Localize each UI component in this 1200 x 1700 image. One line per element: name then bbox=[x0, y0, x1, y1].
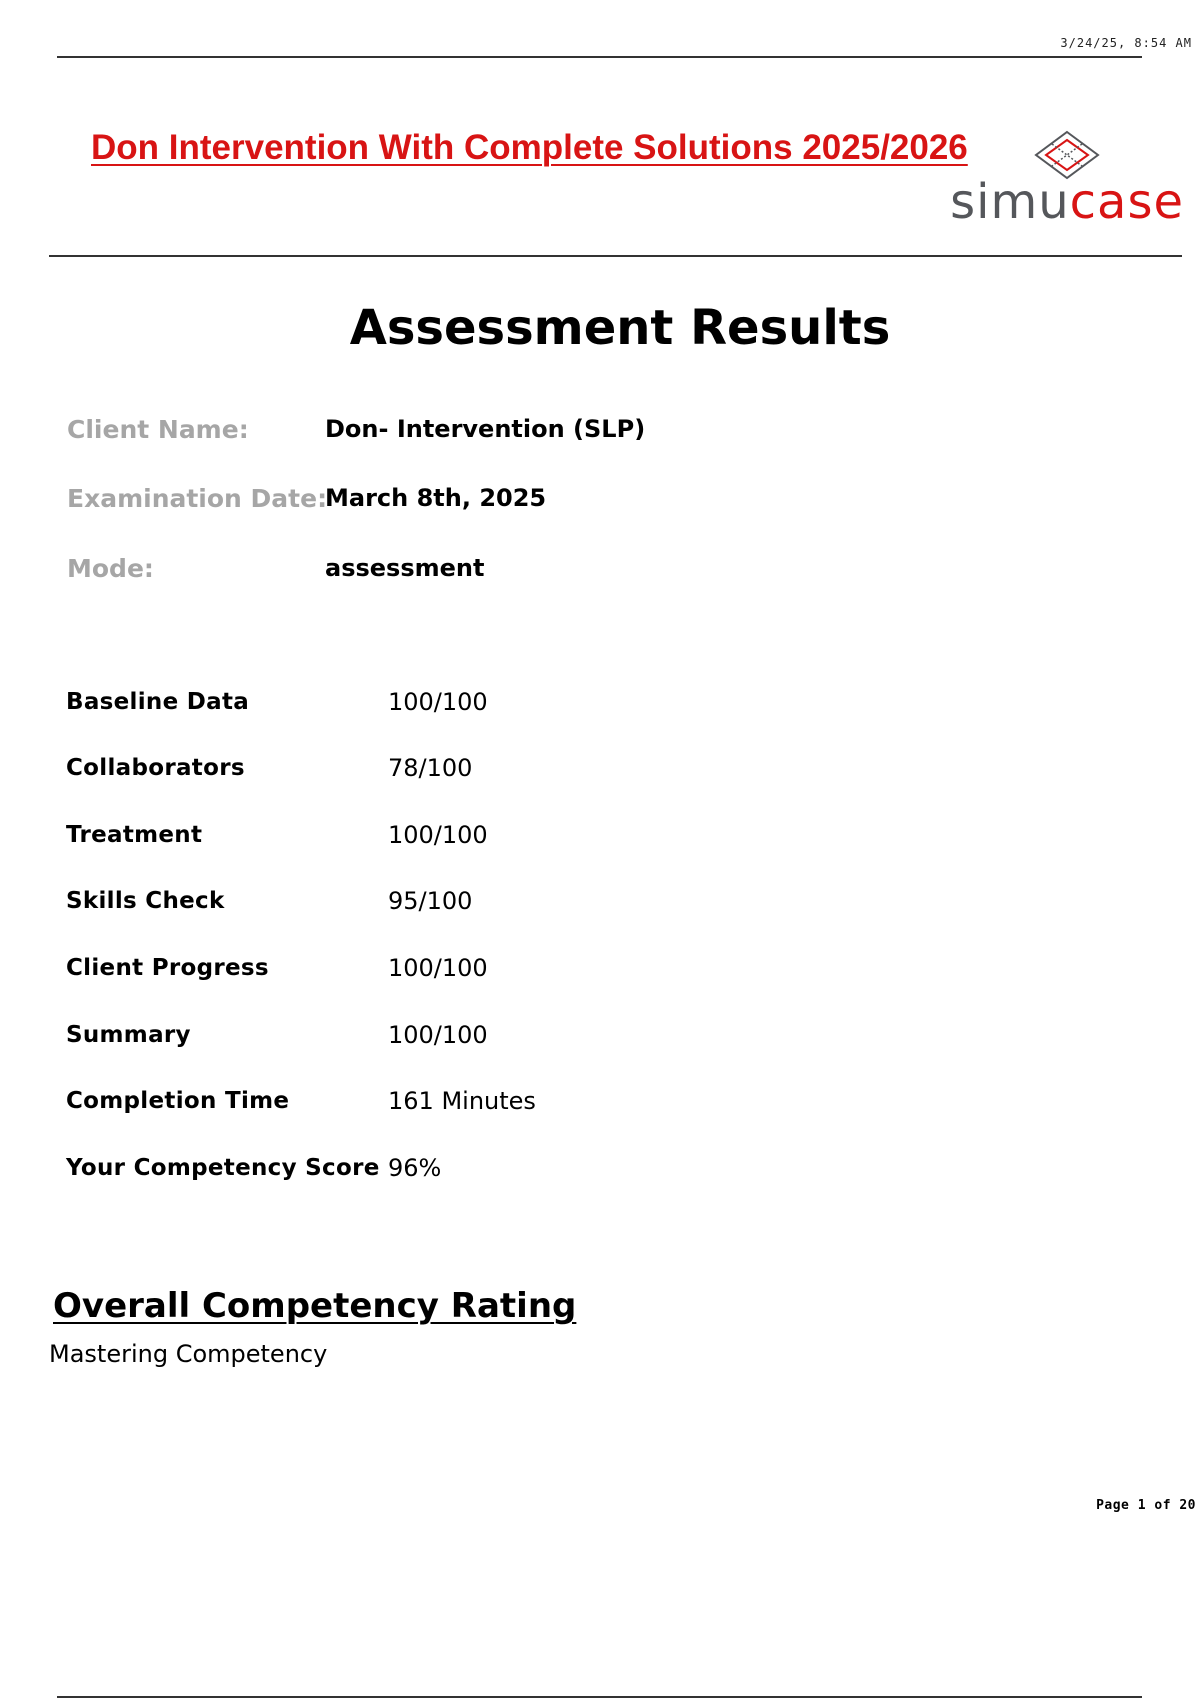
document-title: Don Intervention With Complete Solutions 2025/2026 bbox=[91, 128, 968, 167]
examination-date-label: Examination Date: bbox=[67, 484, 328, 513]
score-value-competency-score: 96% bbox=[388, 1154, 442, 1182]
top-divider bbox=[57, 56, 1142, 58]
logo-wordmark bbox=[950, 174, 1184, 230]
client-name-label: Client Name: bbox=[67, 415, 249, 444]
overall-rating-heading: Overall Competency Rating bbox=[53, 1286, 577, 1326]
logo-text-red: case bbox=[1069, 174, 1184, 230]
score-label-competency-score: Your Competency Score bbox=[66, 1155, 380, 1181]
score-value-skills-check: 95/100 bbox=[388, 887, 473, 915]
score-value-baseline-data: 100/100 bbox=[388, 688, 488, 716]
score-label-collaborators: Collaborators bbox=[66, 755, 245, 781]
score-label-completion-time: Completion Time bbox=[66, 1088, 290, 1114]
score-label-baseline-data: Baseline Data bbox=[66, 689, 250, 715]
score-label-summary: Summary bbox=[66, 1022, 191, 1048]
page-number: Page 1 of 20 bbox=[1096, 1498, 1196, 1513]
client-name-value: Don- Intervention (SLP) bbox=[325, 415, 646, 443]
diamond-logo-icon bbox=[1032, 130, 1102, 180]
bottom-divider bbox=[57, 1696, 1142, 1698]
score-value-summary: 100/100 bbox=[388, 1021, 488, 1049]
header-divider bbox=[49, 255, 1182, 257]
mode-value: assessment bbox=[325, 554, 485, 582]
mode-label: Mode: bbox=[67, 554, 154, 583]
score-label-client-progress: Client Progress bbox=[66, 955, 269, 981]
score-label-treatment: Treatment bbox=[66, 822, 203, 848]
examination-date-value: March 8th, 2025 bbox=[325, 484, 547, 512]
simucase-logo bbox=[940, 128, 1190, 238]
score-value-completion-time: 161 Minutes bbox=[388, 1087, 536, 1115]
score-value-client-progress: 100/100 bbox=[388, 954, 488, 982]
score-label-skills-check: Skills Check bbox=[66, 888, 225, 914]
overall-rating-value: Mastering Competency bbox=[49, 1340, 328, 1368]
page-heading: Assessment Results bbox=[349, 300, 891, 356]
print-timestamp: 3/24/25, 8:54 AM bbox=[1060, 36, 1192, 50]
score-value-treatment: 100/100 bbox=[388, 821, 488, 849]
score-value-collaborators: 78/100 bbox=[388, 754, 473, 782]
logo-text-grey: simu bbox=[950, 174, 1070, 230]
